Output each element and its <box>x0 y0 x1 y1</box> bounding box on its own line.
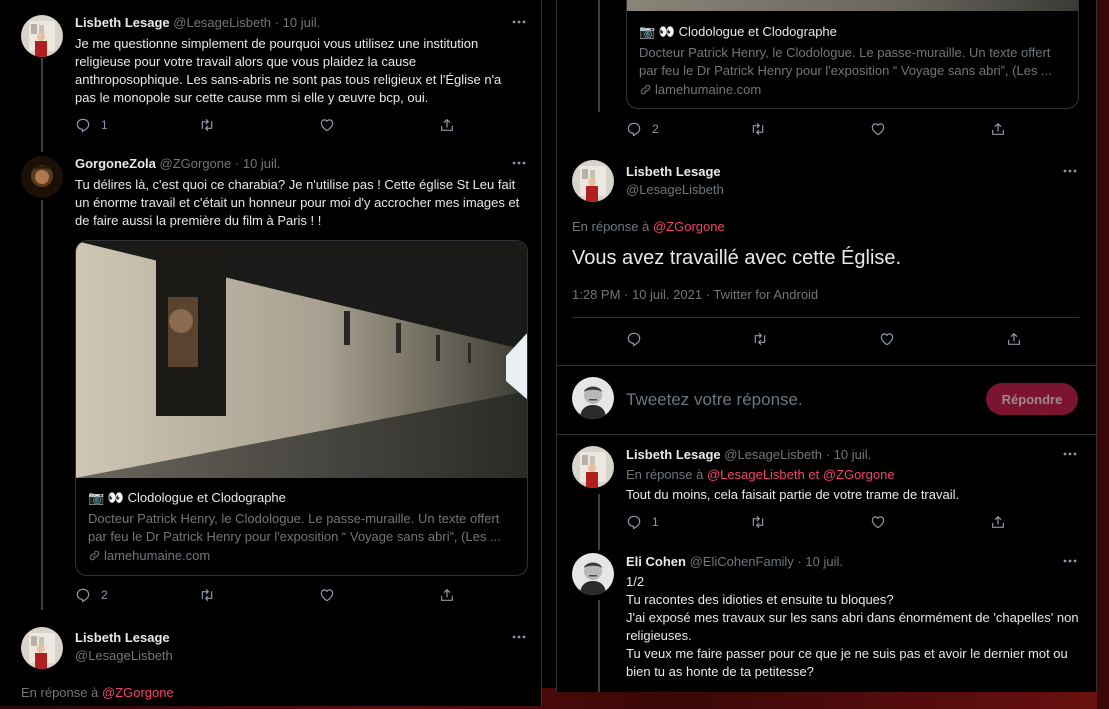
thread-connector <box>598 600 600 692</box>
mention-link[interactable]: @ZGorgone <box>822 467 895 482</box>
divider <box>557 434 1097 435</box>
tweet-line: 1/2 <box>626 574 645 589</box>
mention-link[interactable]: @ZGorgone <box>652 219 725 234</box>
reply-count: 1 <box>652 515 659 529</box>
separator-dot: · <box>797 554 802 569</box>
thread-connector <box>41 200 43 610</box>
author-handle[interactable]: @ZGorgone <box>159 156 232 171</box>
avatar[interactable] <box>21 156 63 198</box>
replying-to <box>626 467 895 482</box>
card-domain-text: lamehumaine.com <box>104 548 211 563</box>
separator-dot: · <box>234 156 240 171</box>
author-name[interactable]: Lisbeth Lesage <box>626 447 721 462</box>
like-button[interactable] <box>319 117 335 133</box>
reply-prefix: En réponse à <box>572 219 650 234</box>
link-card[interactable] <box>626 0 1079 109</box>
reply-button[interactable] <box>626 331 642 347</box>
share-icon <box>990 121 1006 137</box>
tweet-text <box>626 573 1084 681</box>
avatar[interactable] <box>572 160 614 202</box>
tweet-timestamp[interactable]: 1:28 PM · 10 juil. 2021 · Twitter for Android <box>572 287 819 302</box>
share-icon <box>439 587 455 603</box>
author-name-line <box>75 630 170 645</box>
divider <box>572 317 1079 318</box>
heart-icon <box>319 587 335 603</box>
card-domain <box>88 548 210 563</box>
tweet-actions <box>626 331 1076 349</box>
thread-connector <box>41 58 43 152</box>
thread-connector <box>598 494 600 550</box>
mention-link[interactable]: @LesageLisbeth <box>706 467 805 482</box>
thread-connector <box>598 0 600 112</box>
author-name[interactable]: Eli Cohen <box>626 554 686 569</box>
tweet-header <box>75 15 320 30</box>
tweet-header <box>626 554 843 569</box>
like-button[interactable] <box>870 121 886 137</box>
reply-prefix: En réponse à <box>626 467 704 482</box>
reply-count: 2 <box>101 588 108 602</box>
reply-count: 1 <box>101 118 108 132</box>
more-options-icon[interactable] <box>1062 166 1078 176</box>
retweet-button[interactable] <box>752 331 768 347</box>
retweet-icon <box>752 331 768 347</box>
reply-icon <box>75 587 91 603</box>
tweet-actions <box>75 587 525 605</box>
share-button[interactable] <box>990 121 1006 137</box>
share-icon <box>1006 331 1022 347</box>
avatar[interactable] <box>572 446 614 488</box>
separator-dot: · <box>825 447 831 462</box>
more-options-icon[interactable] <box>511 158 527 168</box>
like-button[interactable] <box>319 587 335 603</box>
share-button[interactable] <box>439 117 455 133</box>
reply-icon <box>626 121 642 137</box>
tweet-date[interactable]: 10 juil. <box>282 15 321 30</box>
card-photo <box>627 0 1079 11</box>
reply-icon <box>626 331 642 347</box>
author-handle[interactable]: @LesageLisbeth <box>724 447 823 462</box>
author-handle[interactable]: @LesageLisbeth <box>626 182 724 197</box>
author-name[interactable]: Lisbeth Lesage <box>626 164 721 179</box>
reply-submit-button[interactable]: Répondre <box>986 383 1078 415</box>
reply-icon <box>626 514 642 530</box>
link-icon <box>88 549 101 562</box>
link-icon <box>639 83 652 96</box>
more-options-icon[interactable] <box>1062 449 1078 459</box>
reply-prefix: En réponse à <box>21 685 99 700</box>
author-name[interactable]: GorgoneZola <box>75 156 156 171</box>
tweet-actions <box>626 121 1076 139</box>
author-handle[interactable]: @LesageLisbeth <box>75 648 173 663</box>
heart-icon <box>319 117 335 133</box>
desktop-backdrop-right <box>1097 0 1109 709</box>
author-handle-line <box>75 648 173 663</box>
share-button[interactable] <box>439 587 455 603</box>
tweet-text: Je me questionne simplement de pourquoi vous utilisez une institution religieuse pour votre travail alors que vous plaidez la cause anthroposophique. Les sans-abris ne sont pas tous religieux et l'Église n'a pas le monopole sur cette cause mm si elle y œuvre bcp, oui. <box>75 36 502 105</box>
tweet-date[interactable]: 10 juil. <box>833 447 872 462</box>
heart-icon <box>870 121 886 137</box>
card-title: 📷 👀 Clodologue et Clodographe <box>88 490 286 505</box>
mention-conjunction: et <box>808 467 820 482</box>
card-photo <box>76 241 528 478</box>
tweet-line: Tu veux me faire passer pour ce que je ne suis pas et avoir le dernier mot ou bien tu as honte de ta petitesse? <box>626 646 1068 679</box>
author-name[interactable]: Lisbeth Lesage <box>75 630 170 645</box>
author-handle[interactable]: @LesageLisbeth <box>173 15 272 30</box>
retweet-icon <box>199 587 215 603</box>
retweet-button[interactable] <box>199 117 215 133</box>
more-options-icon[interactable] <box>511 17 527 27</box>
tweet-actions <box>626 514 1076 532</box>
more-options-icon[interactable] <box>1062 556 1078 566</box>
avatar[interactable] <box>572 553 614 595</box>
reply-count: 2 <box>652 122 659 136</box>
card-domain-text: lamehumaine.com <box>655 82 762 97</box>
separator-dot: · <box>274 15 280 30</box>
retweet-button[interactable] <box>750 514 766 530</box>
avatar[interactable] <box>21 627 63 669</box>
card-description: Docteur Patrick Henry, le Clodologue. Le passe-muraille. Un texte offert par feu le Dr Patrick Henry pour l'exposition “ Voyage sans abri”, (Les ... <box>639 45 1052 78</box>
divider <box>557 365 1097 366</box>
tweet-date[interactable]: 10 juil. <box>805 554 843 569</box>
author-name[interactable]: Lisbeth Lesage <box>75 15 170 30</box>
share-icon <box>439 117 455 133</box>
avatar[interactable] <box>21 15 63 57</box>
reply-button[interactable] <box>75 117 108 133</box>
retweet-icon <box>750 514 766 530</box>
reply-button[interactable] <box>626 514 659 530</box>
tweet-text: Tu délires là, c'est quoi ce charabia? Je n'utilise pas ! Cette église St Leu fait un énorme travail et c'était un honneur pour moi d'y accrocher mes images et de faire aussi la première du film à Paris ! ! <box>75 177 520 228</box>
like-button[interactable] <box>870 514 886 530</box>
left-thread-window[interactable] <box>0 0 542 706</box>
tweet-actions <box>75 117 525 135</box>
retweet-button[interactable] <box>199 587 215 603</box>
share-button[interactable] <box>990 514 1006 530</box>
reply-button[interactable] <box>75 587 108 603</box>
tweet-line: J'ai exposé mes travaux sur les sans abri dans énormément de 'chapelles' non religieuses. <box>626 610 1079 643</box>
compose-input[interactable]: Tweetez votre réponse. <box>626 390 803 409</box>
avatar <box>572 377 614 419</box>
tweet-date[interactable]: 10 juil. <box>242 156 281 171</box>
tweet-text: Vous avez travaillé avec cette Église. <box>572 247 902 269</box>
author-handle-line <box>626 182 724 197</box>
tweet-header <box>626 447 871 462</box>
replying-to <box>21 685 174 700</box>
author-name-line <box>626 164 721 179</box>
share-icon <box>990 514 1006 530</box>
replying-to <box>572 219 725 234</box>
heart-icon <box>870 514 886 530</box>
right-thread-window[interactable] <box>556 0 1097 692</box>
reply-icon <box>75 117 91 133</box>
more-options-icon[interactable] <box>511 632 527 642</box>
share-button[interactable] <box>1006 331 1022 347</box>
tweet-header <box>75 156 280 171</box>
reply-button[interactable] <box>626 121 659 137</box>
author-handle[interactable]: @EliCohenFamily <box>689 554 794 569</box>
retweet-icon <box>750 121 766 137</box>
card-title: 📷 👀 Clodologue et Clodographe <box>639 24 837 39</box>
like-button[interactable] <box>879 331 895 347</box>
tweet-text: Tout du moins, cela faisait partie de votre trame de travail. <box>626 487 960 502</box>
retweet-button[interactable] <box>750 121 766 137</box>
heart-icon <box>879 331 895 347</box>
card-description: Docteur Patrick Henry, le Clodologue. Le passe-muraille. Un texte offert par feu le Dr Patrick Henry pour l'exposition “ Voyage sans abri”, (Les ... <box>88 511 501 544</box>
retweet-icon <box>199 117 215 133</box>
tweet-line: Tu racontes des idioties et ensuite tu bloques? <box>626 592 894 607</box>
card-domain <box>639 82 761 97</box>
mention-link[interactable]: @ZGorgone <box>101 685 174 700</box>
link-card[interactable] <box>75 240 528 576</box>
